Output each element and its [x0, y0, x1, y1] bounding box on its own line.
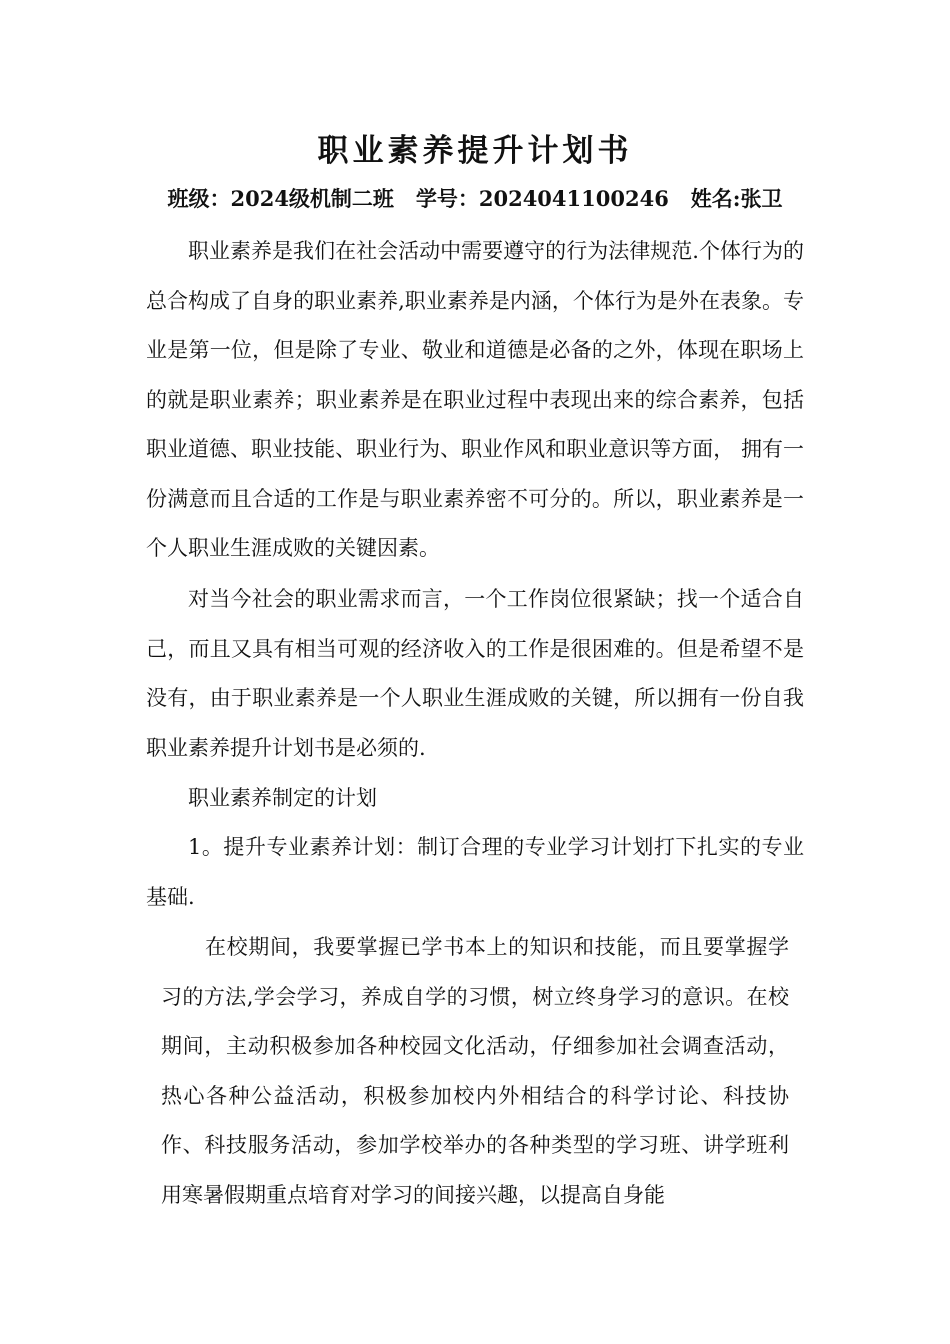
paragraph-school-period: 在校期间，我要掌握已学书本上的知识和技能，而且要掌握学习的方法,学会学习，养成自学的习惯，树立终身学习的意识。在校期间，主动积极参加各种校园文化活动，仔细参加社会调查活动，热心各种公益活动，积极参加校内外相结合的科学讨论、科技协作、科技服务活动，参加学校举办的各种类型的学习班、讲学班利用寒暑假期重点培育对学习的间接兴趣，以提高自身能 [161, 935, 789, 1207]
plan-item-1: 1。提升专业素养计划：制订合理的专业学习计划打下扎实的专业基础. [146, 835, 804, 909]
paragraph-intro: 职业素养是我们在社会活动中需要遵守的行为法律规范.个体行为的总合构成了自身的职业素养,职业素养是内涵，个体行为是外在表象。专业是第一位，但是除了专业、敬业和道德是必备的之外，体现在职场上的就是职业素养；职业素养是在职业过程中表现出来的综合素养，包括职业道德、职业技能、职业行为、职业作风和职业意识等方面， 拥有一份满意而且合适的工作是与职业素养密不可分的。所以，职业素养是一个人职业生涯成败的关键因素。 [146, 239, 804, 560]
student-info-line: 班级：2024级机制二班 学号：2024041100246 姓名:张卫 [167, 186, 783, 211]
section-heading-plan: 职业素养制定的计划 [188, 786, 377, 810]
paragraph-job-demand: 对当今社会的职业需求而言，一个工作岗位很紧缺；找一个适合自己，而且又具有相当可观的经济收入的工作是很困难的。但是希望不是没有，由于职业素养是一个人职业生涯成败的关键，所以拥有一份自我职业素养提升计划书是必须的. [146, 587, 804, 760]
document-title: 职业素养提升计划书 [317, 133, 633, 169]
